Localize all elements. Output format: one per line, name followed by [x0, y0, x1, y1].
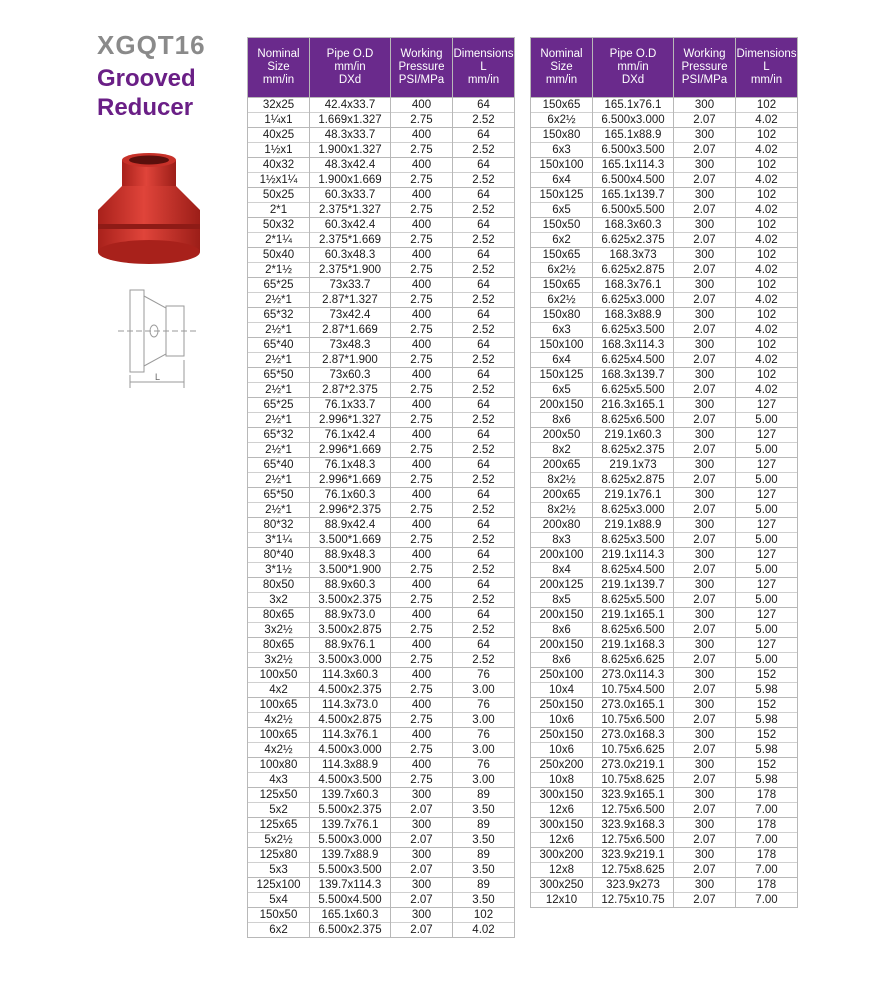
- nominal-size-cell: 65*50 2½*1: [248, 368, 310, 398]
- nominal-size-cell: 80x50 3x2: [248, 578, 310, 608]
- dimensions-cell: 102 4.02: [736, 128, 798, 158]
- pipe-od-cell: 273.0x219.1 10.75x8.625: [593, 758, 674, 788]
- nominal-size-cell: 40x32 1½x1¼: [248, 158, 310, 188]
- table-row: [248, 698, 515, 728]
- working-pressure-cell: 300 2.07: [674, 578, 736, 608]
- working-pressure-cell: 400 2.75: [391, 578, 453, 608]
- table-row: [248, 638, 515, 668]
- spec-table-right: [530, 37, 798, 908]
- working-pressure-cell: 300 2.07: [674, 608, 736, 638]
- table-row: [531, 458, 798, 488]
- nominal-size-cell: 200x125 8x5: [531, 578, 593, 608]
- pipe-od-cell: 165.1x60.3 6.500x2.375: [310, 908, 391, 938]
- table-row: [248, 548, 515, 578]
- nominal-size-cell: 125x80 5x3: [248, 848, 310, 878]
- working-pressure-cell: 400 2.75: [391, 638, 453, 668]
- pipe-od-cell: 219.1x88.9 8.625x3.500: [593, 518, 674, 548]
- nominal-size-cell: 150x50 6x2: [248, 908, 310, 938]
- nominal-size-cell: 40x25 1½x1: [248, 128, 310, 158]
- table-row: [248, 398, 515, 428]
- pipe-od-cell: 273.0x114.3 10.75x4.500: [593, 668, 674, 698]
- table-row: [248, 788, 515, 818]
- product-image: [92, 152, 214, 270]
- working-pressure-cell: 400 2.75: [391, 398, 453, 428]
- table-row: [531, 338, 798, 368]
- table-row: [248, 188, 515, 218]
- table-row: [531, 638, 798, 668]
- dimensions-cell: 127 5.00: [736, 608, 798, 638]
- table-row: [531, 128, 798, 158]
- pipe-od-cell: 73x60.3 2.87*2.375: [310, 368, 391, 398]
- pipe-od-cell: 76.1x60.3 2.996*2.375: [310, 488, 391, 518]
- dimensions-cell: 102 4.02: [736, 188, 798, 218]
- pipe-od-cell: 323.9x219.1 12.75x8.625: [593, 848, 674, 878]
- pipe-od-cell: 60.3x42.4 2.375*1.669: [310, 218, 391, 248]
- table-row: [248, 128, 515, 158]
- table-row: [531, 428, 798, 458]
- nominal-size-cell: 50x25 2*1: [248, 188, 310, 218]
- dimensions-cell: 127 5.00: [736, 428, 798, 458]
- working-pressure-cell: 400 2.75: [391, 218, 453, 248]
- dimensions-cell: 178 7.00: [736, 818, 798, 848]
- table-row: [248, 758, 515, 788]
- col-header-working-pressure: Working Pressure PSI/MPa: [391, 38, 453, 98]
- working-pressure-cell: 400 2.75: [391, 698, 453, 728]
- nominal-size-cell: 150x50 6x2: [531, 218, 593, 248]
- dimensions-cell: 64 2.52: [453, 338, 515, 368]
- pipe-od-cell: 168.3x76.1 6.625x3.000: [593, 278, 674, 308]
- table-row: [248, 248, 515, 278]
- dimensions-cell: 64 2.52: [453, 398, 515, 428]
- pipe-od-cell: 323.9x168.3 12.75x6.500: [593, 818, 674, 848]
- nominal-size-cell: 150x100 6x4: [531, 338, 593, 368]
- table-row: [531, 848, 798, 878]
- dimensions-cell: 64 2.52: [453, 128, 515, 158]
- table-row: [531, 188, 798, 218]
- working-pressure-cell: 300 2.07: [674, 458, 736, 488]
- dimension-label: L: [155, 372, 161, 382]
- nominal-size-cell: 250x100 10x4: [531, 668, 593, 698]
- table-row: [531, 728, 798, 758]
- pipe-od-cell: 219.1x139.7 8.625x5.500: [593, 578, 674, 608]
- nominal-size-cell: 200x150 8x6: [531, 398, 593, 428]
- pipe-od-cell: 216.3x165.1 8.625x6.500: [593, 398, 674, 428]
- nominal-size-cell: 50x40 2*1½: [248, 248, 310, 278]
- working-pressure-cell: 300 2.07: [674, 518, 736, 548]
- nominal-size-cell: 150x125 6x5: [531, 368, 593, 398]
- table-row: [248, 428, 515, 458]
- nominal-size-cell: 100x80 4x3: [248, 758, 310, 788]
- table-row: [531, 398, 798, 428]
- nominal-size-cell: 300x150 12x6: [531, 788, 593, 818]
- col-header-pipe-od: Pipe O.D mm/in DXd: [310, 38, 391, 98]
- pipe-od-cell: 219.1x73 8.625x2.875: [593, 458, 674, 488]
- nominal-size-cell: 200x65 8x2½: [531, 488, 593, 518]
- working-pressure-cell: 400 2.75: [391, 458, 453, 488]
- nominal-size-cell: 100x65 4x2½: [248, 698, 310, 728]
- dimensions-cell: 76 3.00: [453, 728, 515, 758]
- table-row: [531, 878, 798, 908]
- pipe-od-cell: 114.3x88.9 4.500x3.500: [310, 758, 391, 788]
- table-row: [248, 218, 515, 248]
- dimensions-cell: 64 2.52: [453, 638, 515, 668]
- pipe-od-cell: 88.9x60.3 3.500x2.375: [310, 578, 391, 608]
- nominal-size-cell: 150x125 6x5: [531, 188, 593, 218]
- dimensions-cell: 64 2.52: [453, 578, 515, 608]
- nominal-size-cell: 150x100 6x4: [531, 158, 593, 188]
- nominal-size-cell: 100x65 4x2½: [248, 728, 310, 758]
- pipe-od-cell: 165.1x88.9 6.500x3.500: [593, 128, 674, 158]
- table-row: [531, 488, 798, 518]
- working-pressure-cell: 400 2.75: [391, 248, 453, 278]
- dimensions-cell: 64 2.52: [453, 308, 515, 338]
- dimensions-cell: 64 2.52: [453, 368, 515, 398]
- table-row: [531, 578, 798, 608]
- dimensions-cell: 64 2.52: [453, 218, 515, 248]
- pipe-od-cell: 168.3x114.3 6.625x4.500: [593, 338, 674, 368]
- table-row: [531, 308, 798, 338]
- dimensions-cell: 127 5.00: [736, 548, 798, 578]
- dimensions-cell: 102 4.02: [736, 338, 798, 368]
- pipe-od-cell: 88.9x42.4 3.500*1.669: [310, 518, 391, 548]
- dimension-drawing: [118, 282, 200, 394]
- working-pressure-cell: 300 2.07: [674, 308, 736, 338]
- dimensions-cell: 76 3.00: [453, 698, 515, 728]
- table-row: [248, 848, 515, 878]
- table-row: [531, 788, 798, 818]
- pipe-od-cell: 73x48.3 2.87*1.900: [310, 338, 391, 368]
- table-row: [531, 698, 798, 728]
- working-pressure-cell: 400 2.75: [391, 128, 453, 158]
- table-row: [248, 98, 515, 128]
- pipe-od-cell: 88.9x76.1 3.500x3.000: [310, 638, 391, 668]
- working-pressure-cell: 300 2.07: [674, 488, 736, 518]
- working-pressure-cell: 400 2.75: [391, 308, 453, 338]
- table-row: [248, 278, 515, 308]
- working-pressure-cell: 300 2.07: [674, 368, 736, 398]
- working-pressure-cell: 400 2.75: [391, 758, 453, 788]
- dimensions-cell: 89 3.50: [453, 848, 515, 878]
- nominal-size-cell: 150x65 6x2½: [531, 278, 593, 308]
- table-row: [248, 668, 515, 698]
- working-pressure-cell: 300 2.07: [674, 848, 736, 878]
- dimensions-cell: 178 7.00: [736, 788, 798, 818]
- pipe-od-cell: 219.1x60.3 8.625x2.375: [593, 428, 674, 458]
- nominal-size-cell: 300x250 12x10: [531, 878, 593, 908]
- dimensions-cell: 178 7.00: [736, 848, 798, 878]
- working-pressure-cell: 300 2.07: [391, 818, 453, 848]
- table-row: [248, 458, 515, 488]
- title-line-2: Reducer: [97, 94, 194, 121]
- pipe-od-cell: 168.3x73 6.625x2.875: [593, 248, 674, 278]
- working-pressure-cell: 400 2.75: [391, 338, 453, 368]
- pipe-od-cell: 60.3x33.7 2.375*1.327: [310, 188, 391, 218]
- pipe-od-cell: 168.3x139.7 6.625x5.500: [593, 368, 674, 398]
- nominal-size-cell: 80*40 3*1½: [248, 548, 310, 578]
- working-pressure-cell: 400 2.75: [391, 428, 453, 458]
- working-pressure-cell: 300 2.07: [391, 878, 453, 908]
- nominal-size-cell: 300x200 12x8: [531, 848, 593, 878]
- pipe-od-cell: 76.1x42.4 2.996*1.669: [310, 428, 391, 458]
- working-pressure-cell: 400 2.75: [391, 278, 453, 308]
- nominal-size-cell: 250x150 10x6: [531, 698, 593, 728]
- table-row: [531, 818, 798, 848]
- working-pressure-cell: 400 2.75: [391, 158, 453, 188]
- dimensions-cell: 102 4.02: [736, 308, 798, 338]
- pipe-od-cell: 48.3x42.4 1.900x1.669: [310, 158, 391, 188]
- working-pressure-cell: 300 2.07: [674, 338, 736, 368]
- nominal-size-cell: 65*25 2½*1: [248, 278, 310, 308]
- working-pressure-cell: 300 2.07: [674, 158, 736, 188]
- pipe-od-cell: 168.3x88.9 6.625x3.500: [593, 308, 674, 338]
- dimensions-cell: 64 2.52: [453, 518, 515, 548]
- nominal-size-cell: 250x150 10x6: [531, 728, 593, 758]
- pipe-od-cell: 273.0x168.3 10.75x6.625: [593, 728, 674, 758]
- dimensions-cell: 64 2.52: [453, 188, 515, 218]
- working-pressure-cell: 300 2.07: [674, 548, 736, 578]
- col-header-pipe-od: Pipe O.D mm/in DXd: [593, 38, 674, 98]
- dimensions-cell: 127 5.00: [736, 398, 798, 428]
- pipe-od-cell: 165.1x139.7 6.500x5.500: [593, 188, 674, 218]
- nominal-size-cell: 200x65 8x2½: [531, 458, 593, 488]
- working-pressure-cell: 400 2.75: [391, 608, 453, 638]
- dimensions-cell: 152 5.98: [736, 668, 798, 698]
- table-row: [248, 908, 515, 938]
- pipe-od-cell: 73x42.4 2.87*1.669: [310, 308, 391, 338]
- working-pressure-cell: 300 2.07: [674, 698, 736, 728]
- nominal-size-cell: 65*50 2½*1: [248, 488, 310, 518]
- pipe-od-cell: 114.3x60.3 4.500x2.375: [310, 668, 391, 698]
- table-row: [248, 578, 515, 608]
- nominal-size-cell: 200x150 8x6: [531, 608, 593, 638]
- table-row: [531, 758, 798, 788]
- nominal-size-cell: 200x150 8x6: [531, 638, 593, 668]
- working-pressure-cell: 300 2.07: [674, 728, 736, 758]
- dimensions-cell: 64 2.52: [453, 458, 515, 488]
- dimensions-cell: 102 4.02: [453, 908, 515, 938]
- working-pressure-cell: 400 2.75: [391, 368, 453, 398]
- pipe-od-cell: 323.9x273 12.75x10.75: [593, 878, 674, 908]
- pipe-od-cell: 165.1x114.3 6.500x4.500: [593, 158, 674, 188]
- spec-table-left: [247, 37, 515, 938]
- working-pressure-cell: 300 2.07: [674, 668, 736, 698]
- working-pressure-cell: 400 2.75: [391, 518, 453, 548]
- dimensions-cell: 102 4.02: [736, 158, 798, 188]
- dimensions-cell: 102 4.02: [736, 218, 798, 248]
- nominal-size-cell: 150x65 6x2½: [531, 98, 593, 128]
- nominal-size-cell: 200x80 8x3: [531, 518, 593, 548]
- dimensions-cell: 127 5.00: [736, 458, 798, 488]
- table-row: [248, 608, 515, 638]
- nominal-size-cell: 80*32 3*1¼: [248, 518, 310, 548]
- working-pressure-cell: 300 2.07: [391, 788, 453, 818]
- nominal-size-cell: 200x50 8x2: [531, 428, 593, 458]
- dimensions-cell: 127 5.00: [736, 488, 798, 518]
- table-row: [248, 878, 515, 908]
- working-pressure-cell: 300 2.07: [674, 428, 736, 458]
- pipe-od-cell: 42.4x33.7 1.669x1.327: [310, 98, 391, 128]
- dimensions-cell: 102 4.02: [736, 248, 798, 278]
- table-row: [248, 818, 515, 848]
- col-header-dimensions: Dimensions L mm/in: [453, 38, 515, 98]
- table-row: [531, 608, 798, 638]
- dimensions-cell: 64 2.52: [453, 548, 515, 578]
- table-row: [531, 518, 798, 548]
- working-pressure-cell: 300 2.07: [674, 218, 736, 248]
- nominal-size-cell: 150x80 6x3: [531, 308, 593, 338]
- nominal-size-cell: 200x100 8x4: [531, 548, 593, 578]
- pipe-od-cell: 139.7x88.9 5.500x3.500: [310, 848, 391, 878]
- working-pressure-cell: 400 2.75: [391, 98, 453, 128]
- dimensions-cell: 127 5.00: [736, 638, 798, 668]
- col-header-working-pressure: Working Pressure PSI/MPa: [674, 38, 736, 98]
- working-pressure-cell: 400 2.75: [391, 488, 453, 518]
- nominal-size-cell: 250x200 10x8: [531, 758, 593, 788]
- working-pressure-cell: 300 2.07: [674, 878, 736, 908]
- pipe-od-cell: 114.3x73.0 4.500x2.875: [310, 698, 391, 728]
- dimensions-cell: 64 2.52: [453, 248, 515, 278]
- dimensions-cell: 152 5.98: [736, 698, 798, 728]
- pipe-od-cell: 219.1x165.1 8.625x6.500: [593, 608, 674, 638]
- table-row: [531, 548, 798, 578]
- pipe-od-cell: 60.3x48.3 2.375*1.900: [310, 248, 391, 278]
- table-row: [248, 338, 515, 368]
- dimensions-cell: 89 3.50: [453, 788, 515, 818]
- dimensions-cell: 64 2.52: [453, 98, 515, 128]
- nominal-size-cell: 32x25 1¼x1: [248, 98, 310, 128]
- nominal-size-cell: 150x65 6x2½: [531, 248, 593, 278]
- nominal-size-cell: 125x50 5x2: [248, 788, 310, 818]
- dimensions-cell: 102 4.02: [736, 98, 798, 128]
- table-row: [531, 158, 798, 188]
- table-row: [531, 248, 798, 278]
- col-header-nominal-size: Nominal Size mm/in: [531, 38, 593, 98]
- nominal-size-cell: 150x80 6x3: [531, 128, 593, 158]
- dimensions-cell: 127 5.00: [736, 578, 798, 608]
- col-header-nominal-size: Nominal Size mm/in: [248, 38, 310, 98]
- working-pressure-cell: 300 2.07: [674, 758, 736, 788]
- table-row: [248, 158, 515, 188]
- table-row: [248, 518, 515, 548]
- dimensions-cell: 64 2.52: [453, 488, 515, 518]
- product-title: [97, 64, 196, 122]
- working-pressure-cell: 400 2.75: [391, 548, 453, 578]
- table-row: [248, 368, 515, 398]
- nominal-size-cell: 300x150 12x6: [531, 818, 593, 848]
- pipe-od-cell: 139.7x60.3 5.500x2.375: [310, 788, 391, 818]
- dimensions-cell: 64 2.52: [453, 608, 515, 638]
- model-number: XGQT16: [97, 30, 206, 60]
- table-row: [531, 278, 798, 308]
- dimensions-cell: 102 4.02: [736, 278, 798, 308]
- working-pressure-cell: 300 2.07: [674, 638, 736, 668]
- title-line-1: Grooved: [97, 65, 196, 92]
- nominal-size-cell: 80x65 3x2½: [248, 608, 310, 638]
- working-pressure-cell: 300 2.07: [674, 128, 736, 158]
- pipe-od-cell: 76.1x33.7 2.996*1.327: [310, 398, 391, 428]
- pipe-od-cell: 88.9x48.3 3.500*1.900: [310, 548, 391, 578]
- nominal-size-cell: 65*25 2½*1: [248, 398, 310, 428]
- pipe-od-cell: 114.3x76.1 4.500x3.000: [310, 728, 391, 758]
- dimensions-cell: 76 3.00: [453, 668, 515, 698]
- pipe-od-cell: 76.1x48.3 2.996*1.669: [310, 458, 391, 488]
- dimensions-cell: 152 5.98: [736, 728, 798, 758]
- working-pressure-cell: 300 2.07: [674, 278, 736, 308]
- nominal-size-cell: 65*40 2½*1: [248, 338, 310, 368]
- nominal-size-cell: 125x100 5x4: [248, 878, 310, 908]
- pipe-od-cell: 88.9x73.0 3.500x2.875: [310, 608, 391, 638]
- working-pressure-cell: 300 2.07: [391, 908, 453, 938]
- pipe-od-cell: 168.3x60.3 6.625x2.375: [593, 218, 674, 248]
- working-pressure-cell: 300 2.07: [674, 98, 736, 128]
- working-pressure-cell: 400 2.75: [391, 668, 453, 698]
- nominal-size-cell: 65*32 2½*1: [248, 428, 310, 458]
- nominal-size-cell: 65*32 2½*1: [248, 308, 310, 338]
- nominal-size-cell: 80x65 3x2½: [248, 638, 310, 668]
- nominal-size-cell: 125x65 5x2½: [248, 818, 310, 848]
- dimensions-cell: 64 2.52: [453, 428, 515, 458]
- pipe-od-cell: 139.7x114.3 5.500x4.500: [310, 878, 391, 908]
- pipe-od-cell: 219.1x76.1 8.625x3.000: [593, 488, 674, 518]
- pipe-od-cell: 323.9x165.1 12.75x6.500: [593, 788, 674, 818]
- table-row: [531, 368, 798, 398]
- nominal-size-cell: 50x32 2*1¼: [248, 218, 310, 248]
- col-header-dimensions: Dimensions L mm/in: [736, 38, 798, 98]
- working-pressure-cell: 300 2.07: [674, 818, 736, 848]
- dimensions-cell: 152 5.98: [736, 758, 798, 788]
- pipe-od-cell: 219.1x168.3 8.625x6.625: [593, 638, 674, 668]
- working-pressure-cell: 400 2.75: [391, 188, 453, 218]
- working-pressure-cell: 300 2.07: [391, 848, 453, 878]
- dimensions-cell: 178 7.00: [736, 878, 798, 908]
- working-pressure-cell: 400 2.75: [391, 728, 453, 758]
- working-pressure-cell: 300 2.07: [674, 398, 736, 428]
- table-row: [531, 98, 798, 128]
- pipe-od-cell: 273.0x165.1 10.75x6.500: [593, 698, 674, 728]
- table-row: [531, 218, 798, 248]
- pipe-od-cell: 139.7x76.1 5.500x3.000: [310, 818, 391, 848]
- pipe-od-cell: 165.1x76.1 6.500x3.000: [593, 98, 674, 128]
- pipe-od-cell: 73x33.7 2.87*1.327: [310, 278, 391, 308]
- working-pressure-cell: 300 2.07: [674, 248, 736, 278]
- pipe-od-cell: 48.3x33.7 1.900x1.327: [310, 128, 391, 158]
- table-row: [531, 668, 798, 698]
- nominal-size-cell: 100x50 4x2: [248, 668, 310, 698]
- dimensions-cell: 102 4.02: [736, 368, 798, 398]
- pipe-od-cell: 219.1x114.3 8.625x4.500: [593, 548, 674, 578]
- table-row: [248, 308, 515, 338]
- dimensions-cell: 64 2.52: [453, 278, 515, 308]
- nominal-size-cell: 65*40 2½*1: [248, 458, 310, 488]
- dimensions-cell: 76 3.00: [453, 758, 515, 788]
- dimensions-cell: 127 5.00: [736, 518, 798, 548]
- working-pressure-cell: 300 2.07: [674, 188, 736, 218]
- working-pressure-cell: 300 2.07: [674, 788, 736, 818]
- table-row: [248, 728, 515, 758]
- dimensions-cell: 89 3.50: [453, 878, 515, 908]
- dimensions-cell: 89 3.50: [453, 818, 515, 848]
- dimensions-cell: 64 2.52: [453, 158, 515, 188]
- table-row: [248, 488, 515, 518]
